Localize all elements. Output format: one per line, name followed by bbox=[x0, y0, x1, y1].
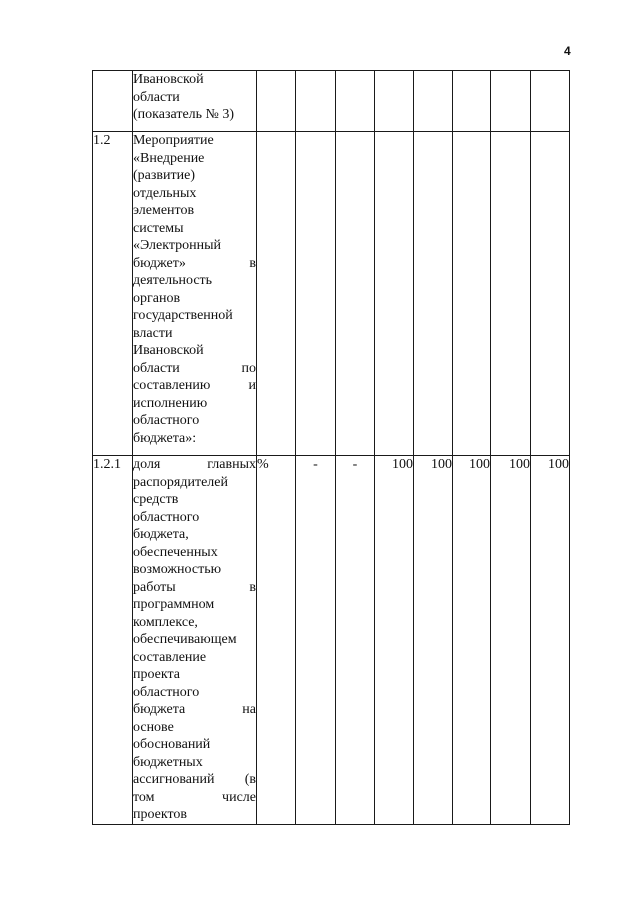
name-line: областного bbox=[133, 509, 200, 525]
indicators-table bbox=[92, 70, 570, 825]
name-line: комплексе, bbox=[133, 614, 198, 630]
name-line: обеспеченных bbox=[133, 544, 218, 560]
value-cell: 100 bbox=[531, 456, 570, 825]
name-line: Ивановской bbox=[133, 343, 204, 358]
name-line: (показатель № 3) bbox=[133, 107, 235, 122]
value-cell: 100 bbox=[375, 456, 414, 825]
name-line: составление bbox=[133, 649, 207, 665]
value-cell bbox=[296, 71, 336, 132]
name-line: «Электронный bbox=[133, 238, 222, 253]
value-cell bbox=[375, 71, 414, 132]
row-number-cell bbox=[93, 71, 133, 132]
name-line: обеспечивающем bbox=[133, 632, 237, 647]
name-line: власти bbox=[133, 325, 173, 341]
table-row bbox=[93, 132, 570, 456]
row-number-cell: 1.2 bbox=[93, 132, 133, 456]
name-line: основе bbox=[133, 719, 174, 735]
name-line: бюджетных bbox=[133, 754, 203, 770]
name-line: средств bbox=[133, 492, 179, 507]
row-name-cell bbox=[133, 456, 257, 825]
name-line: программном bbox=[133, 597, 215, 612]
table-row bbox=[93, 71, 570, 132]
name-line: (развитие) bbox=[133, 168, 195, 183]
unit-cell: % bbox=[257, 456, 296, 825]
name-line: проектов bbox=[133, 807, 188, 822]
value-cell bbox=[531, 71, 570, 132]
name-line: исполнению bbox=[133, 395, 208, 411]
name-line: том числе bbox=[133, 789, 256, 805]
name-line: составлению и bbox=[133, 378, 256, 393]
name-line: бюджета на bbox=[133, 702, 256, 717]
name-line: обоснований bbox=[133, 737, 211, 752]
name-line: области по bbox=[133, 360, 256, 376]
name-line: органов bbox=[133, 290, 181, 306]
name-line: проекта bbox=[133, 667, 180, 682]
value-cell bbox=[336, 132, 375, 456]
value-cell bbox=[414, 71, 453, 132]
name-line: деятельность bbox=[133, 273, 213, 288]
value-cell bbox=[296, 132, 336, 456]
name-line: областного bbox=[133, 413, 200, 428]
name-line: ассигнований (в bbox=[133, 772, 256, 787]
value-cell: - bbox=[336, 456, 375, 825]
value-cell bbox=[491, 71, 531, 132]
name-line: возможностью bbox=[133, 562, 222, 577]
name-line: бюджет» в bbox=[133, 255, 256, 271]
name-line: бюджета»: bbox=[133, 430, 197, 446]
value-cell: - bbox=[296, 456, 336, 825]
row-name-cell bbox=[133, 132, 257, 456]
value-cell bbox=[453, 132, 491, 456]
row-number-cell: 1.2.1 bbox=[93, 456, 133, 825]
name-line: системы bbox=[133, 220, 184, 236]
value-cell bbox=[336, 71, 375, 132]
unit-cell bbox=[257, 71, 296, 132]
name-line: доля главных bbox=[133, 457, 256, 472]
value-cell bbox=[414, 132, 453, 456]
unit-cell bbox=[257, 132, 296, 456]
value-cell: 100 bbox=[453, 456, 491, 825]
name-line: отдельных bbox=[133, 185, 197, 201]
name-line: «Внедрение bbox=[133, 150, 205, 166]
name-line: распорядителей bbox=[133, 474, 228, 490]
name-line: государственной bbox=[133, 308, 233, 323]
name-line: бюджета, bbox=[133, 527, 189, 542]
name-line: элементов bbox=[133, 203, 195, 218]
value-cell: 100 bbox=[414, 456, 453, 825]
name-line: областного bbox=[133, 684, 200, 700]
value-cell bbox=[375, 132, 414, 456]
name-line: работы в bbox=[133, 579, 256, 595]
table-row bbox=[93, 456, 570, 825]
value-cell bbox=[453, 71, 491, 132]
name-line: Ивановской bbox=[133, 72, 204, 87]
row-name-cell bbox=[133, 71, 257, 132]
value-cell: 100 bbox=[491, 456, 531, 825]
value-cell bbox=[531, 132, 570, 456]
page-number: 4 bbox=[564, 44, 571, 58]
name-line: Мероприятие bbox=[133, 133, 214, 148]
name-line: области bbox=[133, 89, 180, 105]
value-cell bbox=[491, 132, 531, 456]
